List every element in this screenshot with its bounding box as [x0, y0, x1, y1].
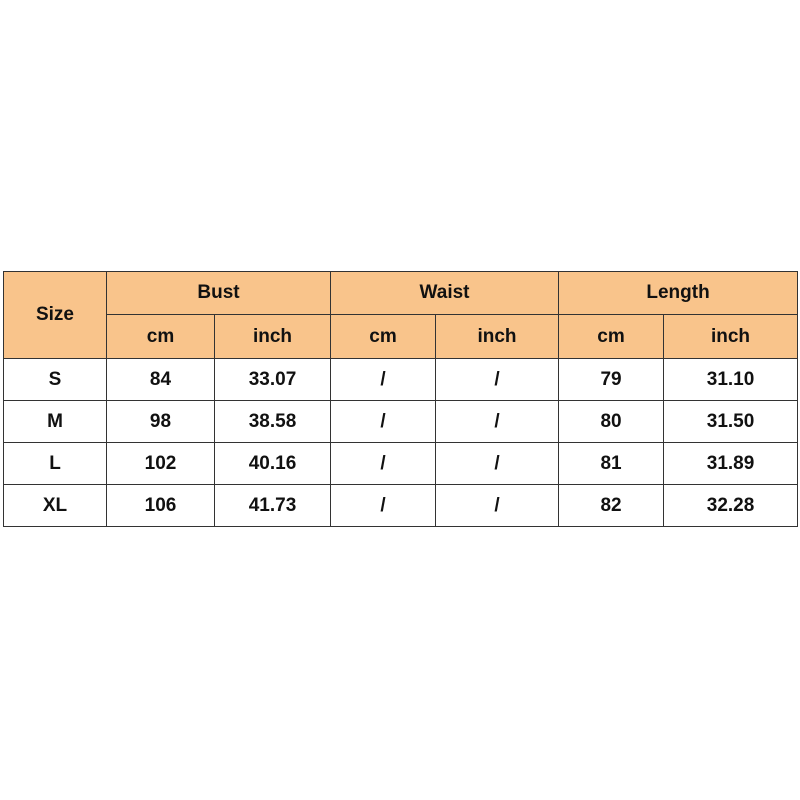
- length-cm-cell: 80: [559, 401, 664, 443]
- bust-inch-cell: 38.58: [215, 401, 331, 443]
- header-unit-row: [4, 315, 798, 359]
- size-cell: S: [4, 359, 107, 401]
- bust-inch-cell: 41.73: [215, 485, 331, 527]
- size-cell: XL: [4, 485, 107, 527]
- size-chart-table: [3, 271, 798, 527]
- size-header-cell: Size: [4, 272, 107, 359]
- length-inch-header: inch: [664, 315, 798, 359]
- waist-cm-cell: /: [331, 443, 436, 485]
- bust-inch-cell: 40.16: [215, 443, 331, 485]
- bust-cm-cell: 106: [107, 485, 215, 527]
- bust-cm-cell: 102: [107, 443, 215, 485]
- length-cm-cell: 81: [559, 443, 664, 485]
- length-inch-cell: 31.10: [664, 359, 798, 401]
- length-inch-cell: 31.89: [664, 443, 798, 485]
- waist-inch-cell: /: [436, 359, 559, 401]
- waist-inch-header: inch: [436, 315, 559, 359]
- table-row: [4, 359, 798, 401]
- waist-cm-header: cm: [331, 315, 436, 359]
- size-cell: L: [4, 443, 107, 485]
- bust-cm-cell: 98: [107, 401, 215, 443]
- header-group-row: [4, 272, 798, 315]
- table-row: [4, 443, 798, 485]
- length-cm-header: cm: [559, 315, 664, 359]
- length-cm-cell: 79: [559, 359, 664, 401]
- bust-inch-cell: 33.07: [215, 359, 331, 401]
- waist-inch-cell: /: [436, 443, 559, 485]
- bust-cm-cell: 84: [107, 359, 215, 401]
- length-inch-cell: 31.50: [664, 401, 798, 443]
- waist-inch-cell: /: [436, 401, 559, 443]
- waist-inch-cell: /: [436, 485, 559, 527]
- waist-header-cell: Waist: [331, 272, 559, 315]
- bust-cm-header: cm: [107, 315, 215, 359]
- waist-cm-cell: /: [331, 485, 436, 527]
- bust-inch-header: inch: [215, 315, 331, 359]
- table-row: [4, 401, 798, 443]
- length-header-cell: Length: [559, 272, 798, 315]
- bust-header-cell: Bust: [107, 272, 331, 315]
- table-row: [4, 485, 798, 527]
- length-cm-cell: 82: [559, 485, 664, 527]
- waist-cm-cell: /: [331, 359, 436, 401]
- waist-cm-cell: /: [331, 401, 436, 443]
- size-cell: M: [4, 401, 107, 443]
- length-inch-cell: 32.28: [664, 485, 798, 527]
